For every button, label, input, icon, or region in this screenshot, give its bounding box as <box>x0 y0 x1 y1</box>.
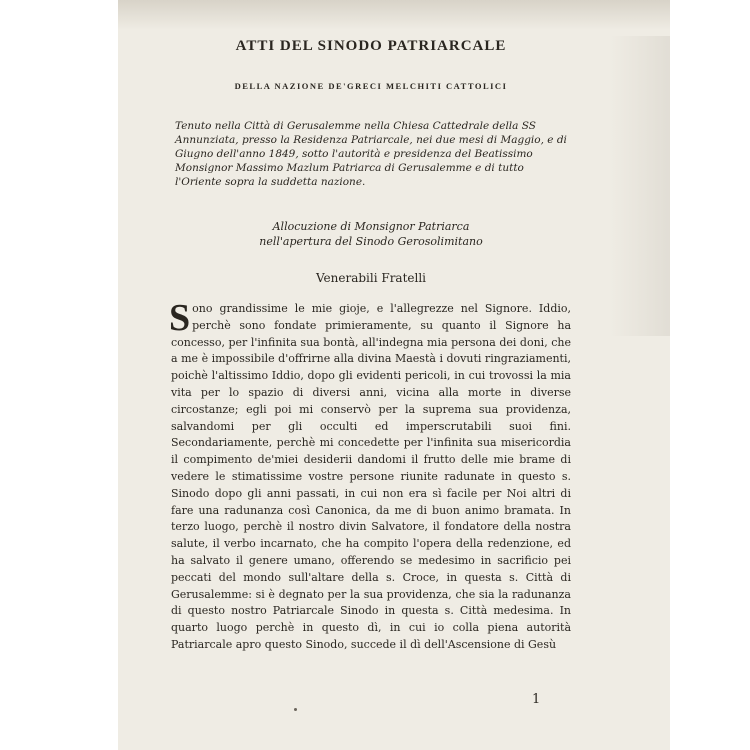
page-shadow <box>610 36 670 336</box>
previous-page-bleed <box>118 0 670 30</box>
allocution-line-1: Allocuzione di Monsignor Patriarca <box>272 220 470 233</box>
intro-paragraph: Tenuto nella Città di Gerusalemme nella Chiesa Cattedrale della SS Annunziata, presso la Residenza Patriarcale, nei due mesi di Maggio, e di Giugno dell'anno 1849, sotto l'autorità e presidenza del Beatissimo Monsignor Massimo Mazlum Patriarca di Gerusalemme e di tutto l'Oriente sopra la suddetta nazione. <box>175 120 567 188</box>
ink-speck <box>294 708 297 711</box>
salutation: Venerabili Fratelli <box>315 271 427 285</box>
allocution-heading <box>171 219 571 249</box>
book-page <box>118 0 670 750</box>
body-text: ono grandissime le mie gioje, e l'allegrezze nel Signore. Iddio, perchè sono fondate primieramente, su quanto il Signore ha concesso, per l'infinita sua bontà, all'indegna mia persona dei doni, che a me è impossibile d'offrirne alla divina Maestà i dovuti ringraziamenti, poichè l'altissimo Iddio, dopo gli evidenti pericoli, in cui trovossi la mia vita per lo spazio di diversi anni, vicina alla morte in diverse circostanze; egli poi mi conservò per la suprema sua providenza, salvandomi per gli occulti ed imperscrutabili suoi fini. Secondariamente, perchè mi concedette per l'infinita sua misericordia il compimento de'miei desiderii dandomi il frutto delle mie brame di vedere le stimatissime vostre persone riunite radunate in questo s. Sinodo dopo gli anni passati, in cui non era sì facile per Noi altri di fare una radunanza così Canonica, da me di buon animo bramata. In terzo luogo, perchè il nostro divin Salvatore, il fondatore della nostra salute, il verbo incarnato, che ha compito l'opera della redenzione, ed ha salvato il genere umano, offerendo se medesimo in sacrificio pei peccati del mondo sull'altare della s. Croce, in questa s. Città di Gerusalemme: si è degnato per la sua providenza, che sia la radunanza di questo nostro Patriarcale Sinodo in questa s. Città medesima. In quarto luogo perchè in questo dì, in cui io colla piena autorità Patriarcale apro questo Sinodo, succede il dì dell'Ascensione di Gesù <box>171 302 571 651</box>
page-content <box>171 38 571 654</box>
page-number: 1 <box>532 692 541 707</box>
body-paragraph <box>169 297 571 654</box>
drop-cap: S <box>169 297 191 339</box>
document-subtitle: DELLA NAZIONE DE'GRECI MELCHITI CATTOLICI <box>234 81 508 91</box>
allocution-line-2: nell'apertura del Sinodo Gerosolimitano <box>259 235 483 248</box>
document-title: ATTI DEL SINODO PATRIARCALE <box>235 38 507 54</box>
